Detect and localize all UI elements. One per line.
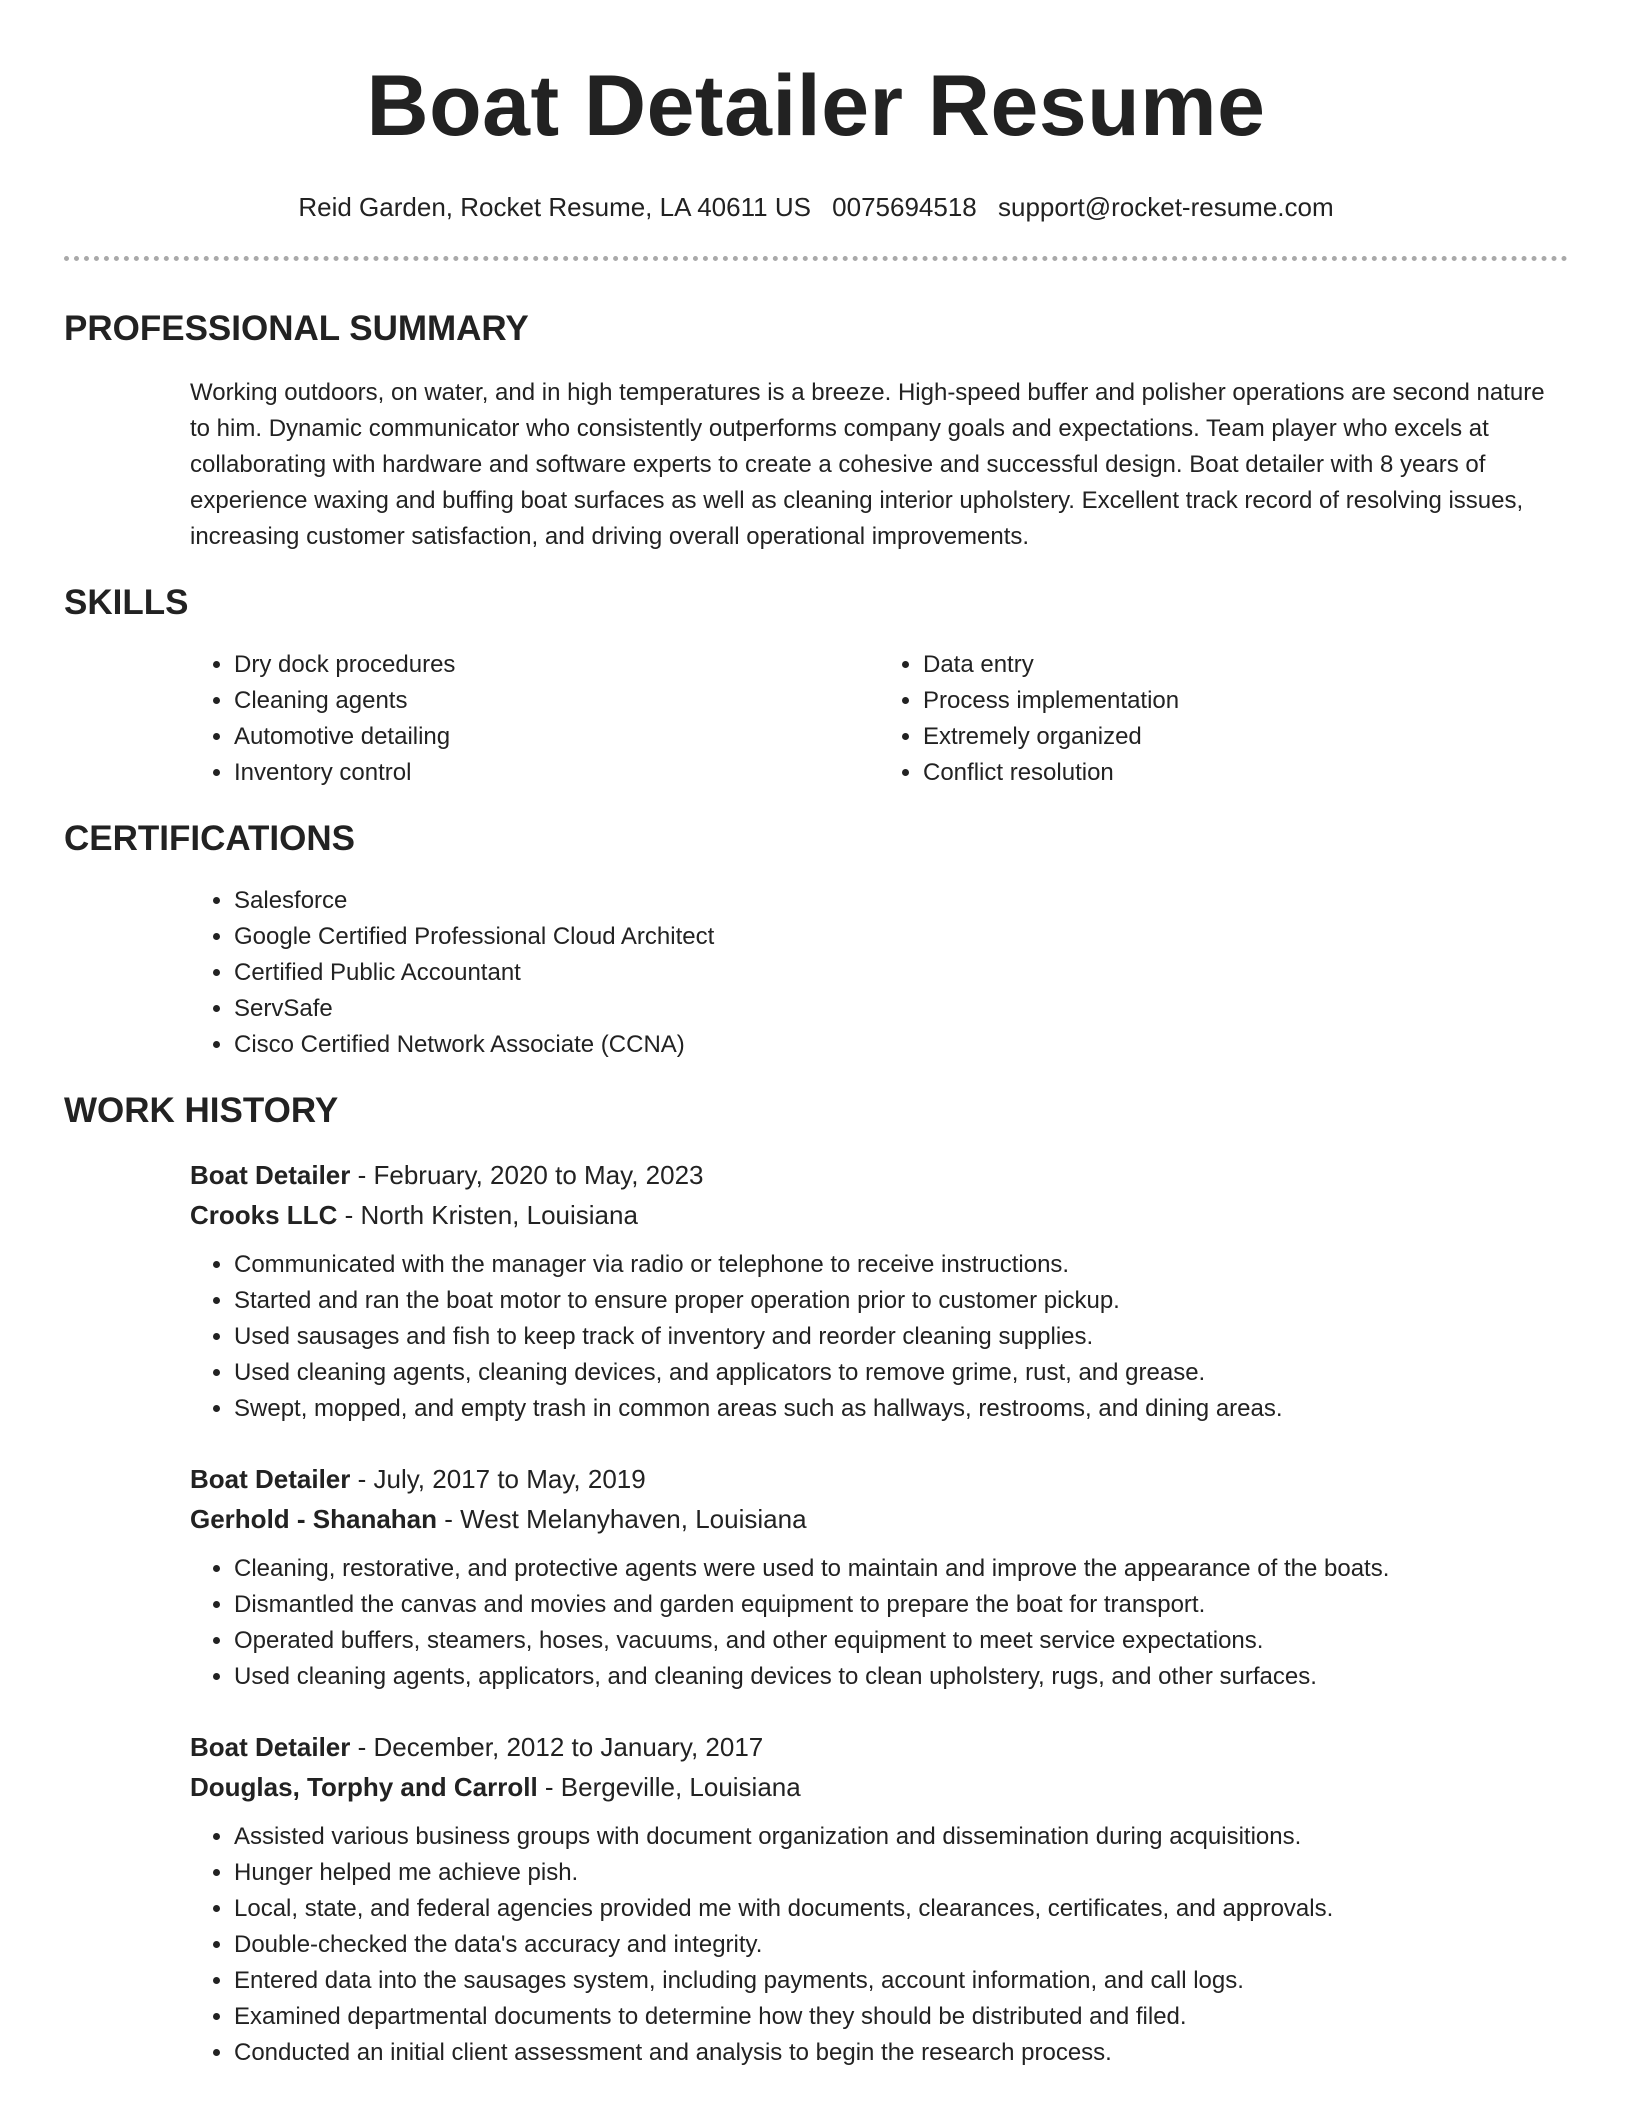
job-entry <box>190 1727 1568 2071</box>
certifications-heading: CERTIFICATIONS <box>64 819 356 858</box>
job-duty: • Cleaning, restorative, and protective agents were used to maintain and improve the appearance of the boats. <box>234 1551 1568 1587</box>
job-location: - West Melanyhaven, Louisiana <box>437 1504 807 1534</box>
job-title: Boat Detailer <box>190 1732 351 1762</box>
skills-heading: SKILLS <box>64 583 189 622</box>
certification-item: • ServSafe <box>234 991 1568 1027</box>
job-duty: • Entered data into the sausages system, including payments, account information, and call logs. <box>234 1963 1568 1999</box>
job-duties-list <box>190 1551 1568 1695</box>
job-duty: • Communicated with the manager via radio or telephone to receive instructions. <box>234 1247 1568 1283</box>
resume-header <box>64 0 1568 224</box>
skill-item: • Process implementation <box>923 683 1568 719</box>
contact-email: support@rocket-resume.com <box>998 192 1334 222</box>
contact-address: Reid Garden, Rocket Resume, LA 40611 US <box>298 192 811 222</box>
job-duty: • Dismantled the canvas and movies and garden equipment to prepare the boat for transport. <box>234 1587 1568 1623</box>
skills-column-left <box>190 647 879 791</box>
job-company: Douglas, Torphy and Carroll <box>190 1772 538 1802</box>
skill-item: • Cleaning agents <box>234 683 879 719</box>
certification-item: • Cisco Certified Network Associate (CCNA) <box>234 1027 1568 1063</box>
skill-item: • Extremely organized <box>923 719 1568 755</box>
contact-phone: 0075694518 <box>832 192 977 222</box>
job-dates: - February, 2020 to May, 2023 <box>350 1160 704 1190</box>
job-dates: - July, 2017 to May, 2019 <box>350 1464 646 1494</box>
job-entry <box>190 1155 1568 1427</box>
job-duty: • Conducted an initial client assessment and analysis to begin the research process. <box>234 2035 1568 2071</box>
resume-title: Boat Detailer Resume <box>366 58 1266 154</box>
certification-item: • Certified Public Accountant <box>234 955 1568 991</box>
job-company-line <box>190 1767 1568 1807</box>
job-duty: • Swept, mopped, and empty trash in common areas such as hallways, restrooms, and dining areas. <box>234 1391 1568 1427</box>
skills-column-right <box>879 647 1568 791</box>
skill-item: • Conflict resolution <box>923 755 1568 791</box>
job-dates: - December, 2012 to January, 2017 <box>350 1732 764 1762</box>
job-title-line <box>190 1459 1568 1499</box>
job-duty: • Operated buffers, steamers, hoses, vacuums, and other equipment to meet service expectations. <box>234 1623 1568 1659</box>
job-duty: • Hunger helped me achieve pish. <box>234 1855 1568 1891</box>
job-duty: • Used sausages and fish to keep track of inventory and reorder cleaning supplies. <box>234 1319 1568 1355</box>
job-company-line <box>190 1195 1568 1235</box>
skill-item: • Automotive detailing <box>234 719 879 755</box>
job-company: Gerhold - Shanahan <box>190 1504 438 1534</box>
summary-heading: PROFESSIONAL SUMMARY <box>64 309 529 348</box>
job-entry <box>190 1459 1568 1695</box>
job-company-line <box>190 1499 1568 1539</box>
job-duty: • Local, state, and federal agencies provided me with documents, clearances, certificates, and approvals. <box>234 1891 1568 1927</box>
job-duty: • Examined departmental documents to determine how they should be distributed and filed. <box>234 1999 1568 2035</box>
skill-item: • Dry dock procedures <box>234 647 879 683</box>
job-location: - North Kristen, Louisiana <box>337 1200 638 1230</box>
job-duties-list <box>190 1819 1568 2071</box>
skills-list <box>190 647 1568 791</box>
job-duty: • Double-checked the data's accuracy and integrity. <box>234 1927 1568 1963</box>
job-location: - Bergeville, Louisiana <box>537 1772 801 1802</box>
header-divider <box>64 256 1568 261</box>
job-company: Crooks LLC <box>190 1200 338 1230</box>
job-duty: • Started and ran the boat motor to ensure proper operation prior to customer pickup. <box>234 1283 1568 1319</box>
job-title: Boat Detailer <box>190 1464 351 1494</box>
job-duty: • Used cleaning agents, cleaning devices, and applicators to remove grime, rust, and grease. <box>234 1355 1568 1391</box>
summary-text: Working outdoors, on water, and in high temperatures is a breeze. High-speed buffer and polisher operations are second nature to him. Dynamic communicator who consistently outperforms company goals and expectations. Team player who excels at collaborating with hardware and software experts to create a cohesive and successful design. Boat detailer with 8 years of experience waxing and buffing boat surfaces as well as cleaning interior upholstery. Excellent track record of resolving issues, increasing customer satisfaction, and driving overall operational improvements. <box>190 379 1545 550</box>
job-duty: • Used cleaning agents, applicators, and cleaning devices to clean upholstery, rugs, and other surfaces. <box>234 1659 1568 1695</box>
job-duties-list <box>190 1247 1568 1427</box>
skill-item: • Data entry <box>923 647 1568 683</box>
certification-item: • Google Certified Professional Cloud Architect <box>234 919 1568 955</box>
job-duty: • Assisted various business groups with document organization and dissemination during acquisitions. <box>234 1819 1568 1855</box>
contact-line <box>64 190 1568 224</box>
certifications-list <box>190 883 1568 1063</box>
job-title-line <box>190 1155 1568 1195</box>
certification-item: • Salesforce <box>234 883 1568 919</box>
skill-item: • Inventory control <box>234 755 879 791</box>
work-history-heading: WORK HISTORY <box>64 1091 339 1130</box>
job-title-line <box>190 1727 1568 1767</box>
job-title: Boat Detailer <box>190 1160 351 1190</box>
